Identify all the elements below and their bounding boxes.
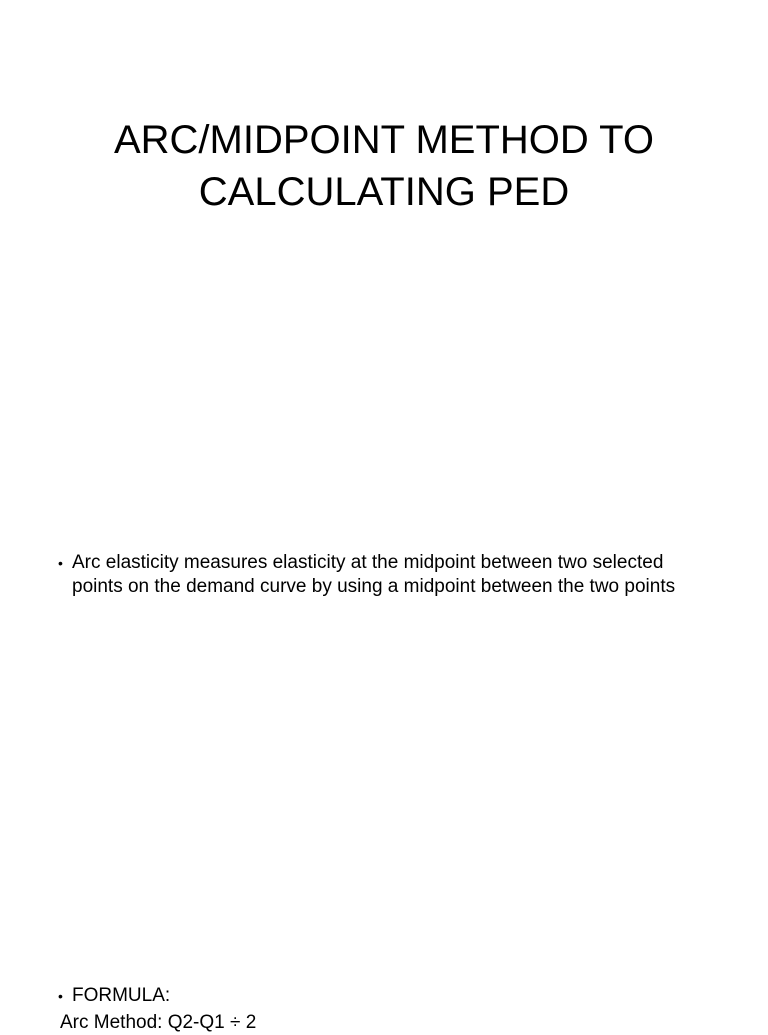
bullet-marker: • <box>58 988 63 1004</box>
bullet-definition <box>58 551 718 599</box>
title-line-1: ARC/MIDPOINT METHOD TO <box>113 118 655 162</box>
formula-partial-line: Arc Method: Q2-Q1 ÷ 2 <box>60 1012 257 1033</box>
title-line-2: CALCULATING PED <box>198 170 570 214</box>
bullet-text: Arc elasticity measures elasticity at the midpoint between two selected points on the demand curve by using a midpoint between the two points <box>72 552 676 597</box>
bullet-formula <box>58 984 718 1008</box>
slide-title <box>40 114 728 218</box>
list-item <box>58 984 718 1008</box>
bullet-text: FORMULA: <box>72 985 171 1006</box>
list-item <box>58 551 718 599</box>
bullet-marker: • <box>58 555 63 571</box>
